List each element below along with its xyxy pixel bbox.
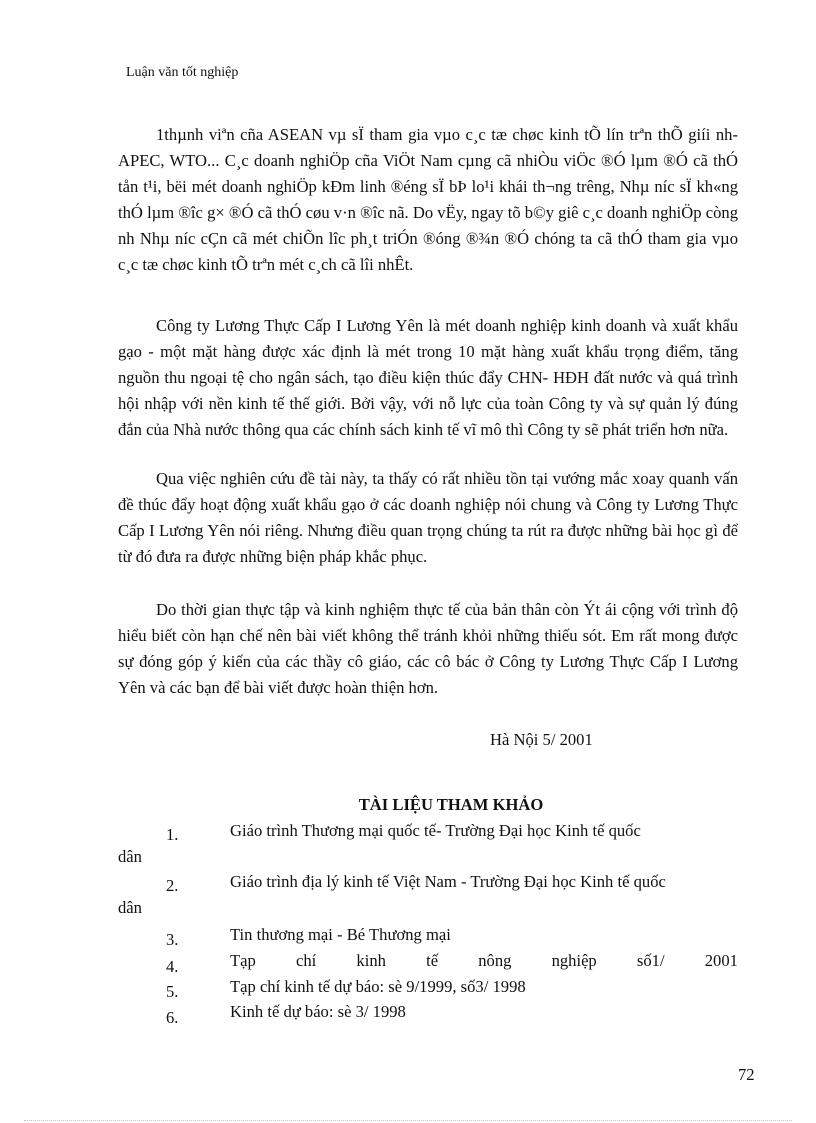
body-paragraph: 1thµnh viªn cña ASEAN vµ sÏ tham gia vµo c¸c tæ chøc kinh tÕ lín trªn thÕ giíi nh APEC, WTO... C¸c doanh nghiÖp cña ViÖt Nam cµng cã nhiÒu viÖc ®Ó lµm ®Ó cã thÓ tån t¹i, bëi mét doanh nghiÖp kÐm linh ®éng sÏ bÞ lo¹i khái th¬ng trêng, Nhµ níc sÏ kh«ng thÓ lµm ®îc g× ®Ó cã thÓ cøu v·n ®îc nã. Do vËy, ngay tõ b©y giê c¸c doanh nghiÖp còng nh Nhµ níc cÇn cã mét chiÕn lîc ph¸t triÓn ®óng ®¾n ®Ó chóng ta cã thÓ tham gia vµo c¸c tæ chøc kinh tÕ trªn mét c¸ch cã lîi nhÊt.: [118, 125, 738, 274]
reference-word: tế: [426, 951, 439, 970]
reference-text: Giáo trình Thương mại quốc tế- Trường Đại học Kinh tế quốc: [230, 821, 641, 840]
body-paragraph: Do thời gian thực tập và kinh nghiệm thực tế của bản thân còn Ýt ái cộng với trình độ hiểu biết còn hạn chế nên bài viết không thể tránh khỏi những thiếu sót. Em rất mong được sự đóng góp ý kiến của các thầy cô giáo, các cô bác ở Công ty Lương Thực Cấp I Lương Yên và các bạn để bài viết được hoàn thiện hơn.: [118, 600, 738, 697]
reference-text: Tạp chí kinh tế dự báo: sè 9/1999, số3/ 1998: [230, 977, 526, 996]
reference-number: 2.: [166, 876, 179, 895]
reference-text: Giáo trình địa lý kinh tế Việt Nam - Trường Đại học Kinh tế quốc: [230, 872, 666, 891]
reference-word: nghiệp: [551, 951, 597, 970]
reference-text: Tin thương mại - Bé Thương mại: [230, 925, 451, 944]
reference-continuation: dân: [118, 847, 142, 866]
reference-text: [230, 949, 738, 973]
date-signature: Hà Nội 5/ 2001: [490, 730, 593, 749]
reference-continuation: dân: [118, 898, 142, 917]
reference-word: chí: [295, 951, 317, 970]
body-paragraph: Công ty Lương Thực Cấp I Lương Yên là mét doanh nghiệp kinh doanh và xuất khẩu gạo - một mặt hàng được xác định là mét trong 10 mặt hàng xuất khẩu trọng điểm, tăng nguồn thu ngoại tệ cho ngân sách, tạo điều kiện thúc đẩy CHN- HĐH đất nước và quá trình hội nhập với nền kinh tế thế giới. Bởi vậy, với nỗ lực của toàn Công ty và sự quản lý đúng đắn của Nhà nước thông qua các chính sách kinh tế vĩ mô thì Công ty sẽ phát triển hơn nữa.: [118, 316, 738, 439]
running-header: Luận văn tốt nghiệp: [126, 65, 239, 80]
reference-number: 5.: [166, 982, 179, 1001]
reference-text: Kinh tế dự báo: sè 3/ 1998: [230, 1002, 406, 1021]
reference-number: 4.: [166, 957, 179, 976]
reference-word: Tạp: [230, 951, 256, 970]
reference-number: 3.: [166, 930, 179, 949]
references-title: TÀI LIỆU THAM KHẢO: [358, 795, 544, 814]
reference-word: 2001: [704, 951, 738, 970]
footer-divider: [24, 1120, 792, 1121]
reference-number: 1.: [166, 825, 179, 844]
reference-number: 6.: [166, 1008, 179, 1027]
page-number: 72: [738, 1065, 755, 1084]
body-paragraph: Qua việc nghiên cứu đề tài này, ta thấy có rất nhiều tồn tại vướng mắc xoay quanh vấn đề thúc đẩy hoạt động xuất khẩu gạo ở các doanh nghiệp nói chung và Công ty Lương Thực Cấp I Lương Yên nói riêng. Nhưng điều quan trọng chúng ta rút ra được những bài học gì để từ đó đưa ra được những biện pháp khắc phục.: [118, 469, 738, 566]
reference-word: kinh: [356, 951, 386, 970]
reference-word: nông: [478, 951, 512, 970]
reference-word: số1/: [636, 951, 665, 970]
